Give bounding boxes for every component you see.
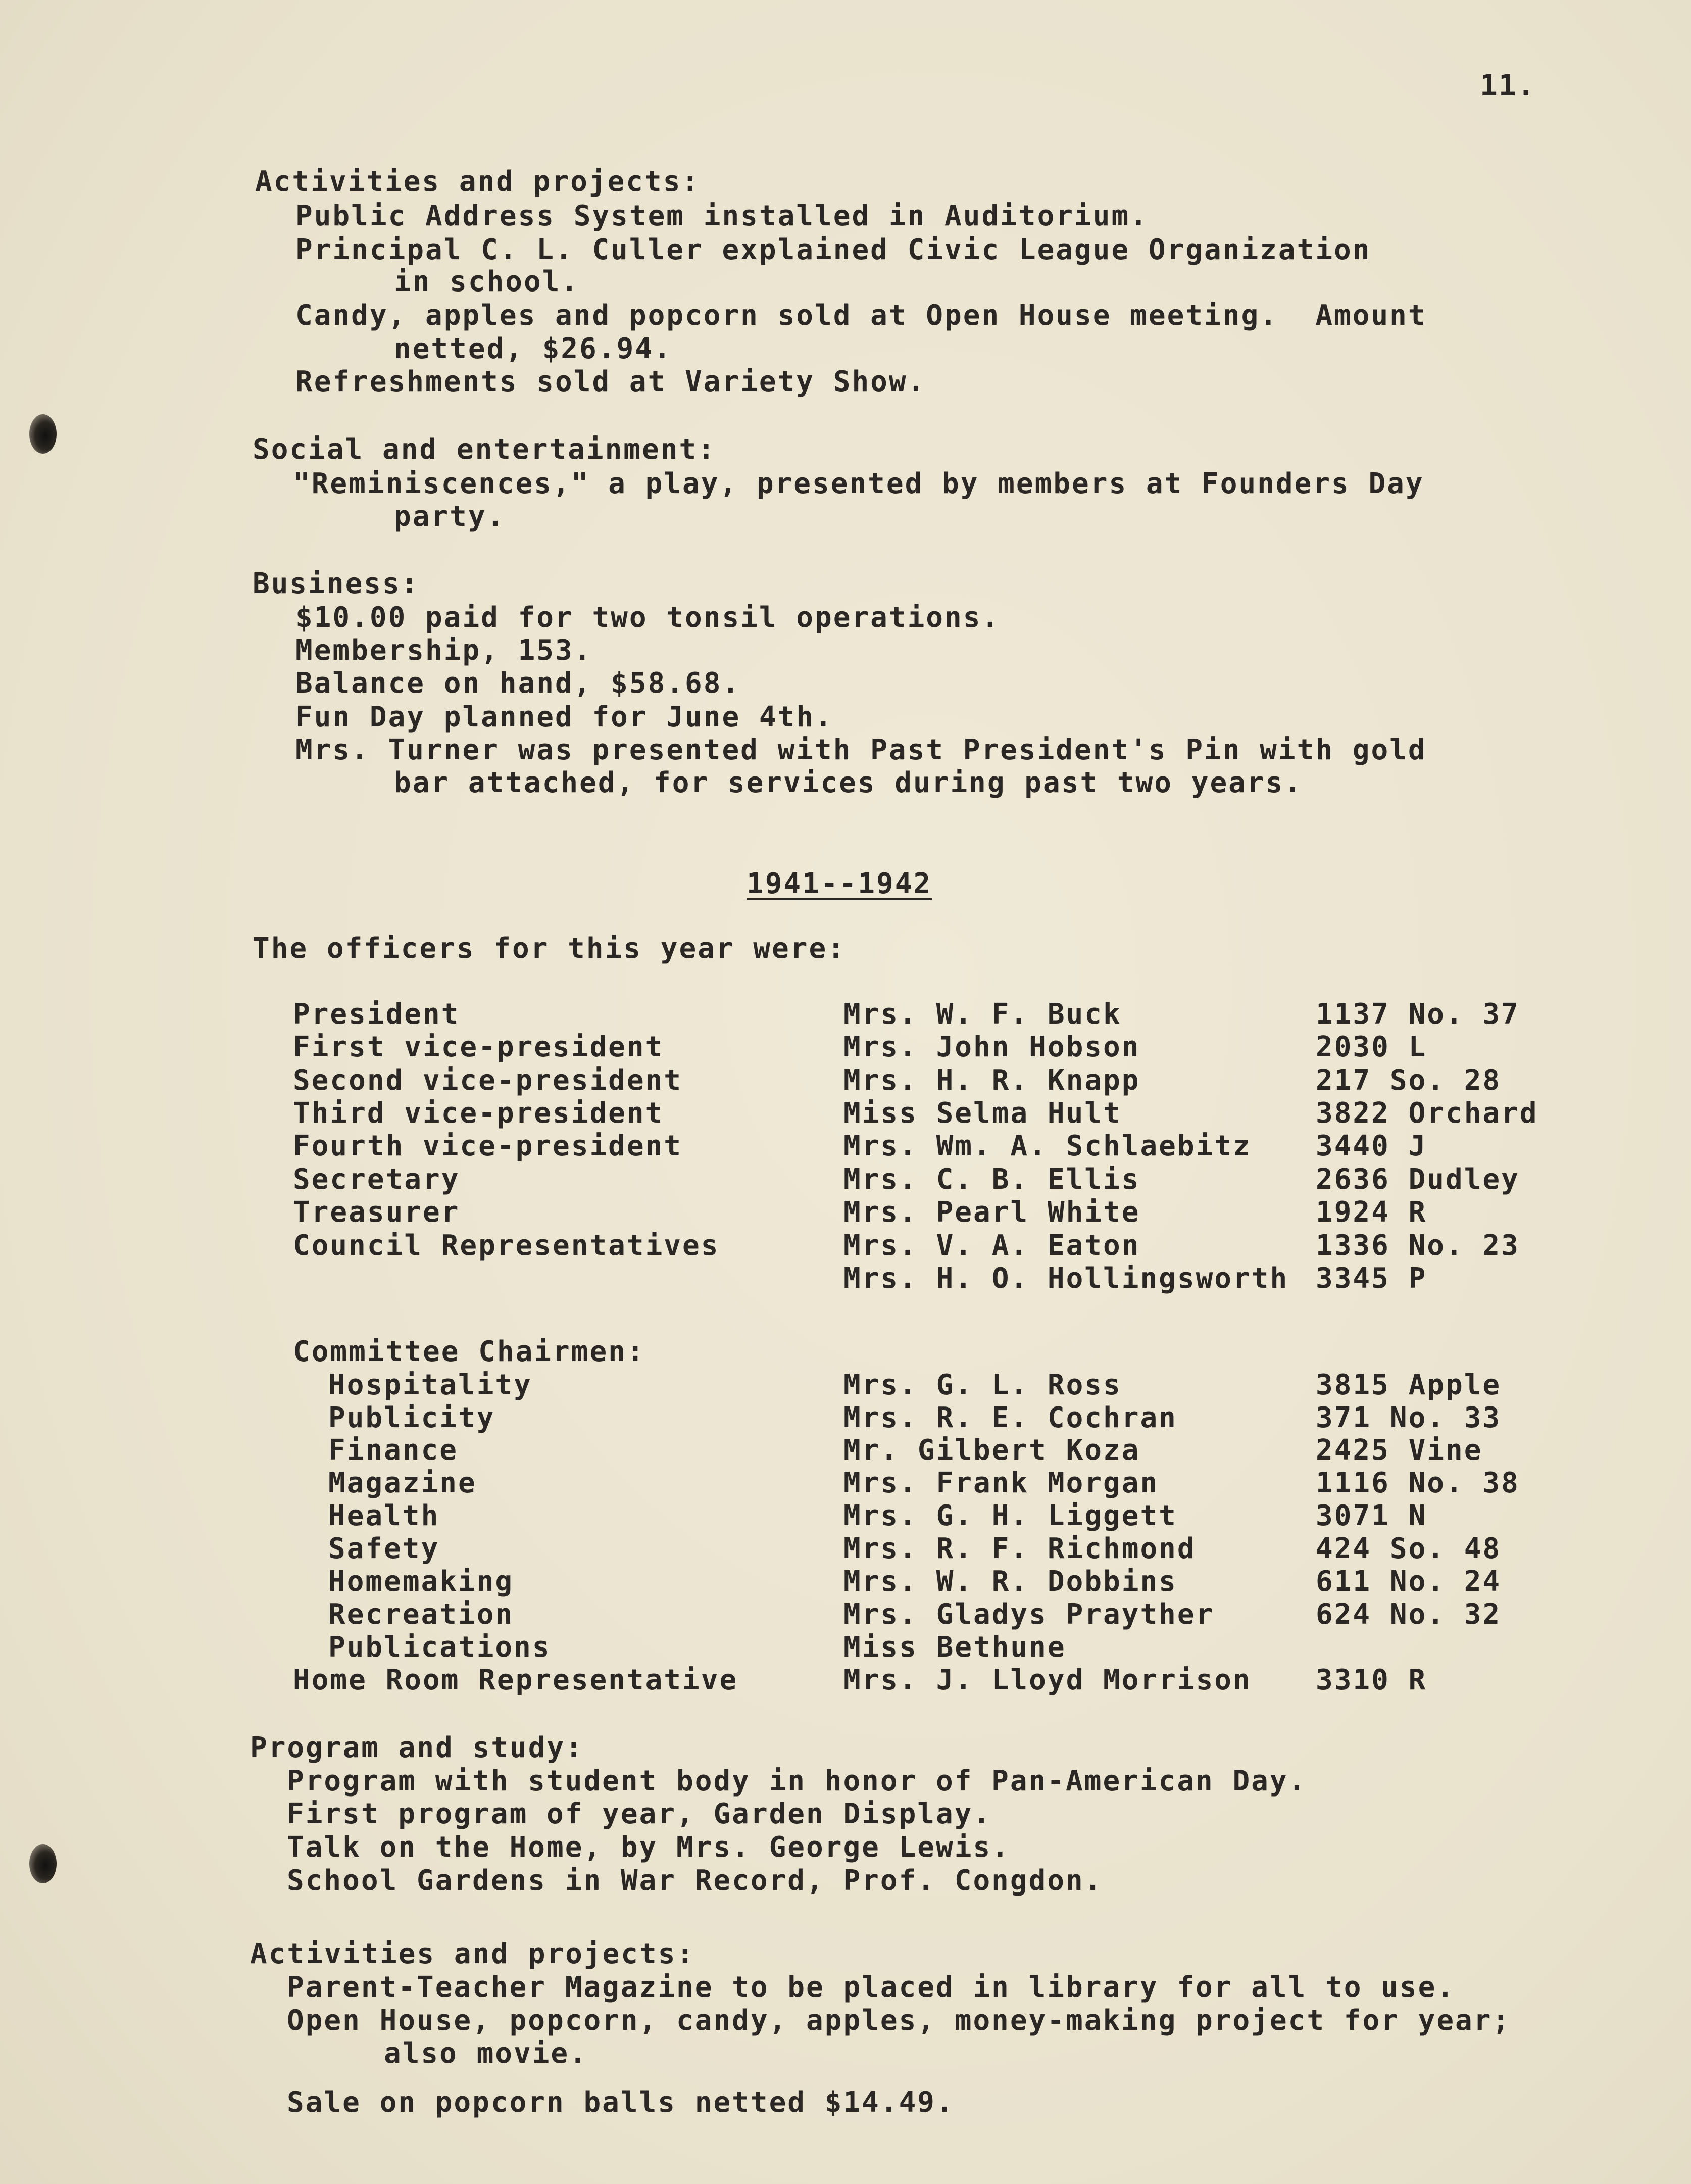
text-line: Membership, 153. <box>295 634 592 667</box>
officer-address: 1336 No. 23 <box>1316 1229 1520 1262</box>
committee-address: 2425 Vine <box>1316 1434 1483 1467</box>
text-line: Refreshments sold at Variety Show. <box>295 365 926 398</box>
binder-hole-top <box>29 414 57 454</box>
text-line: bar attached, for services during past two years. <box>394 766 1303 799</box>
text-line: Talk on the Home, by Mrs. George Lewis. <box>287 1831 1010 1864</box>
section-heading: Business: <box>253 567 420 600</box>
committee-role: Publications <box>328 1631 551 1664</box>
committee-name: Mrs. Frank Morgan <box>843 1467 1159 1499</box>
committee-name: Mrs. Gladys Prayther <box>843 1598 1215 1631</box>
year-heading: 1941--1942 <box>747 867 932 900</box>
binder-hole-bottom <box>29 1844 57 1883</box>
officer-name: Mrs. John Hobson <box>843 1031 1140 1063</box>
section-heading: Activities and projects: <box>255 165 701 198</box>
committee-role: Hospitality <box>328 1369 532 1401</box>
committee-role: Recreation <box>328 1598 514 1631</box>
committee-role: Health <box>328 1499 440 1532</box>
text-line: Open House, popcorn, candy, apples, money-making project for year; <box>287 2004 1511 2037</box>
committee-role: Publicity <box>328 1401 495 1434</box>
committee-name: Mrs. R. E. Cochran <box>843 1401 1177 1434</box>
section-heading: Activities and projects: <box>250 1937 695 1970</box>
committee-address: 371 No. 33 <box>1316 1401 1502 1434</box>
text-line: "Reminiscences," a play, presented by members at Founders Day <box>293 467 1424 500</box>
text-line: Fun Day planned for June 4th. <box>295 701 833 734</box>
committee-address: 611 No. 24 <box>1316 1565 1502 1598</box>
committee-address: 3815 Apple <box>1316 1369 1502 1401</box>
text-line: Candy, apples and popcorn sold at Open House meeting. Amount <box>295 299 1427 332</box>
officer-name: Mrs. V. A. Eaton <box>843 1229 1140 1262</box>
committee-name: Mrs. G. L. Ross <box>843 1369 1122 1401</box>
text-line: Program with student body in honor of Pan-American Day. <box>287 1765 1307 1798</box>
officer-address: 1137 No. 37 <box>1316 998 1520 1031</box>
officer-name: Mrs. H. O. Hollingsworth <box>843 1262 1289 1295</box>
officer-role: Second vice-president <box>293 1064 683 1097</box>
committee-name: Mrs. G. H. Liggett <box>843 1499 1177 1532</box>
officer-role: Fourth vice-president <box>293 1130 683 1162</box>
committee-role: Finance <box>328 1434 459 1467</box>
section-heading: Social and entertainment: <box>253 433 716 466</box>
officer-role: Treasurer <box>293 1196 460 1229</box>
committee-name: Mrs. W. R. Dobbins <box>843 1565 1177 1598</box>
officer-name: Mrs. Pearl White <box>843 1196 1140 1229</box>
officer-name: Mrs. W. F. Buck <box>843 998 1122 1031</box>
officer-address: 3822 Orchard <box>1316 1097 1538 1130</box>
text-line: also movie. <box>384 2037 588 2070</box>
officer-role: Third vice-president <box>293 1097 664 1130</box>
officer-address: 217 So. 28 <box>1316 1064 1502 1097</box>
officer-role: First vice-president <box>293 1031 664 1063</box>
text-line: Public Address System installed in Auditorium. <box>295 200 1149 232</box>
committee-name: Mrs. J. Lloyd Morrison <box>843 1664 1252 1696</box>
text-line: School Gardens in War Record, Prof. Congdon. <box>287 1864 1103 1897</box>
text-line: Sale on popcorn balls netted $14.49. <box>287 2086 955 2119</box>
committee-address: 1116 No. 38 <box>1316 1467 1520 1499</box>
officer-name: Mrs. H. R. Knapp <box>843 1064 1140 1097</box>
text-line: Balance on hand, $58.68. <box>295 667 741 700</box>
committee-name: Mr. Gilbert Koza <box>843 1434 1140 1467</box>
officer-role: Secretary <box>293 1163 460 1196</box>
committee-role: Homemaking <box>328 1565 514 1598</box>
committee-address: 424 So. 48 <box>1316 1532 1502 1565</box>
officer-name: Mrs. Wm. A. Schlaebitz <box>843 1130 1252 1162</box>
officers-intro: The officers for this year were: <box>253 932 846 965</box>
committee-address: 3310 R <box>1316 1664 1427 1696</box>
committee-name: Miss Bethune <box>843 1631 1066 1664</box>
committee-role: Magazine <box>328 1467 477 1499</box>
text-line: $10.00 paid for two tonsil operations. <box>295 601 1001 634</box>
text-line: Mrs. Turner was presented with Past President's Pin with gold <box>295 734 1427 766</box>
officer-address: 3440 J <box>1316 1130 1427 1162</box>
text-line: netted, $26.94. <box>394 332 672 365</box>
text-line: First program of year, Garden Display. <box>287 1798 992 1830</box>
officer-role: President <box>293 998 460 1031</box>
text-line: Principal C. L. Culler explained Civic League Organization <box>295 233 1371 266</box>
officer-name: Miss Selma Hult <box>843 1097 1122 1130</box>
committee-heading: Committee Chairmen: <box>293 1335 645 1368</box>
officer-address: 2030 L <box>1316 1031 1427 1063</box>
committee-address: 624 No. 32 <box>1316 1598 1502 1631</box>
officer-address: 1924 R <box>1316 1196 1427 1229</box>
committee-role: Home Room Representative <box>293 1664 738 1696</box>
officer-address: 2636 Dudley <box>1316 1163 1520 1196</box>
text-line: in school. <box>394 265 580 298</box>
officer-address: 3345 P <box>1316 1262 1427 1295</box>
officer-role: Council Representatives <box>293 1229 720 1262</box>
page-number: 11. <box>1480 68 1536 103</box>
text-line: Parent-Teacher Magazine to be placed in library for all to use. <box>287 1971 1456 2004</box>
committee-name: Mrs. R. F. Richmond <box>843 1532 1196 1565</box>
section-heading: Program and study: <box>250 1731 584 1764</box>
officer-name: Mrs. C. B. Ellis <box>843 1163 1140 1196</box>
committee-address: 3071 N <box>1316 1499 1427 1532</box>
text-line: party. <box>394 500 506 533</box>
committee-role: Safety <box>328 1532 440 1565</box>
